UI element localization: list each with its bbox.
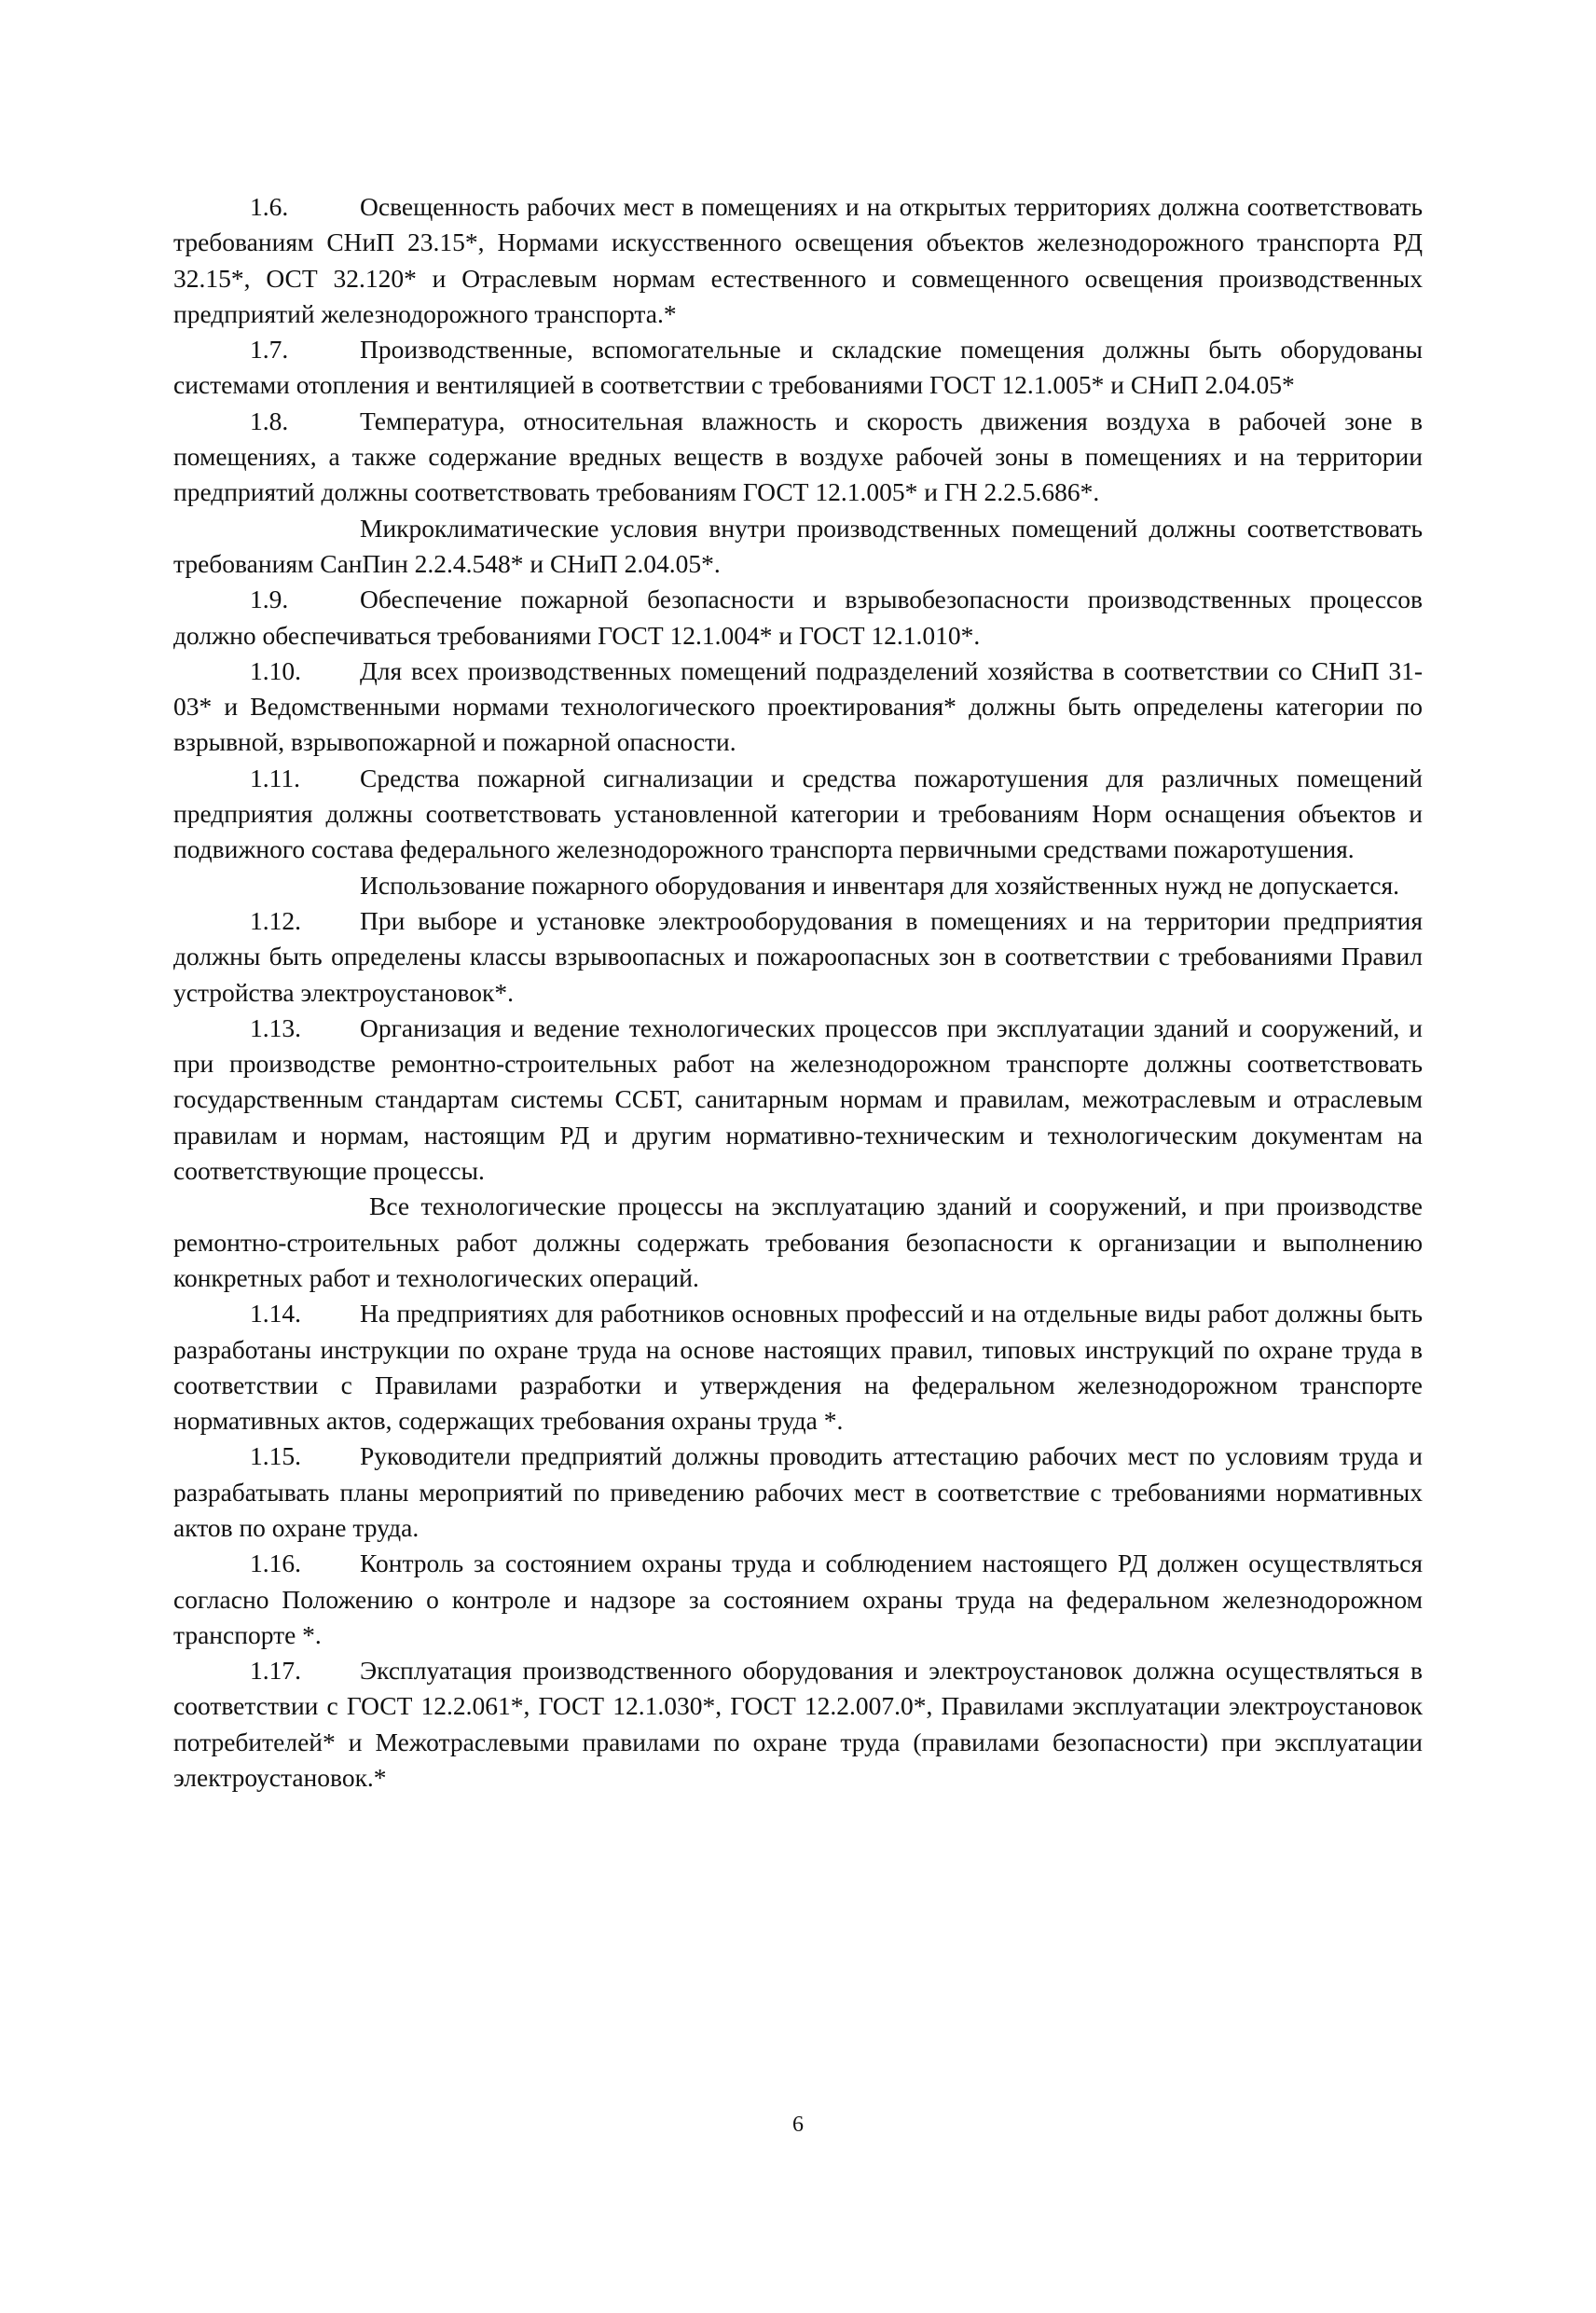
paragraph-text: Все технологические процессы на эксплуатацию зданий и сооружений, и при производстве ремонтно-строительных работ должны содержать требования безопасности к организации и выполнению конкретных работ и технологических операций. bbox=[173, 1191, 1423, 1292]
paragraph-1-6 bbox=[173, 189, 1423, 332]
paragraph-1-14 bbox=[173, 1296, 1423, 1439]
paragraph-1-15 bbox=[173, 1439, 1423, 1546]
paragraph-text: Использование пожарного оборудования и инвентаря для хозяйственных нужд не допускается. bbox=[360, 870, 1400, 900]
paragraph-number: 1.12. bbox=[250, 905, 301, 935]
page-number: 6 bbox=[792, 2113, 804, 2137]
paragraph-number: 1.14. bbox=[250, 1299, 301, 1329]
paragraph-technological-processes bbox=[173, 1189, 1423, 1296]
paragraph-1-9 bbox=[173, 582, 1423, 654]
paragraph-number: 1.7. bbox=[250, 335, 289, 365]
paragraph-text: Для всех производственных помещений подразделений хозяйства в соответствии со СНиП 31-03* и Ведомственными нормами технологического проектирования* должны быть определены категории по взрывной, взрывопожарной и пожарной опасности. bbox=[173, 655, 1423, 757]
paragraph-microclimate bbox=[173, 511, 1423, 583]
paragraph-1-12 bbox=[173, 903, 1423, 1011]
document-body bbox=[173, 189, 1423, 1796]
paragraph-1-13 bbox=[173, 1011, 1423, 1189]
paragraph-text: Микроклиматические условия внутри производственных помещений должны соответствовать требованиям СанПин 2.2.4.548* и СНиП 2.04.05*. bbox=[173, 513, 1423, 578]
paragraph-text: При выборе и установке электрооборудования в помещениях и на территории предприятия должны быть определены классы взрывоопасных и пожароопасных зон в соответствии с требованиями Правил устройства электроустановок*. bbox=[173, 905, 1423, 1007]
paragraph-text: Контроль за состоянием охраны труда и соблюдением настоящего РД должен осуществляться согласно Положению о контроле и надзоре за состоянием охраны труда на федеральном железнодорожном транспорте *. bbox=[173, 1549, 1423, 1649]
paragraph-number: 1.16. bbox=[250, 1549, 301, 1578]
paragraph-number: 1.9. bbox=[250, 585, 289, 614]
paragraph-text: Температура, относительная влажность и скорость движения воздуха в рабочей зоне в помещениях, а также содержание вредных веществ в воздухе рабочей зоны в помещениях и на территории предприятий должны соответствовать требованиям ГОСТ 12.1.005* и ГН 2.2.5.686*. bbox=[173, 406, 1423, 507]
paragraph-text: Обеспечение пожарной безопасности и взрывобезопасности производственных процессов должно обеспечиваться требованиями ГОСТ 12.1.004* и ГОСТ 12.1.010*. bbox=[173, 585, 1423, 650]
paragraph-number: 1.10. bbox=[250, 655, 301, 685]
paragraph-text: Средства пожарной сигнализации и средства пожаротушения для различных помещений предприятия должны соответствовать установленной категории и требованиям Норм оснащения объектов и подвижного состава федерального железнодорожного транспорта первичными средствами пожаротушения. bbox=[173, 763, 1423, 864]
paragraph-text: Эксплуатация производственного оборудования и электроустановок должна осуществляться в соответствии с ГОСТ 12.2.061*, ГОСТ 12.1.030*, ГОСТ 12.2.007.0*, Правилами эксплуатации электроустановок потребителей* и Межотраслевыми правилами по охране труда (правилами безопасности) при эксплуатации электроустановок.* bbox=[173, 1656, 1423, 1793]
paragraph-number: 1.6. bbox=[250, 192, 289, 221]
paragraph-1-11 bbox=[173, 761, 1423, 868]
paragraph-number: 1.8. bbox=[250, 406, 289, 435]
paragraph-text: Руководители предприятий должны проводить аттестацию рабочих мест по условиям труда и разрабатывать планы мероприятий по приведению рабочих мест в соответствие с требованиями нормативных актов по охране труда. bbox=[173, 1441, 1423, 1542]
paragraph-number: 1.11. bbox=[250, 763, 300, 792]
paragraph-number: 1.15. bbox=[250, 1441, 301, 1471]
paragraph-text: Организация и ведение технологических процессов при эксплуатации зданий и сооружений, и при производстве ремонтно-строительных работ на железнодорожном транспорте должны соответствовать государственным стандартам системы ССБТ, санитарным нормам и правилам, межотраслевым и отраслевым правилам и нормам, настоящим РД и другим нормативно-техническим и технологическим документам на соответствующие процессы. bbox=[173, 1012, 1423, 1186]
paragraph-1-16 bbox=[173, 1546, 1423, 1653]
paragraph-1-10 bbox=[173, 654, 1423, 761]
paragraph-text: Производственные, вспомогательные и складские помещения должны быть оборудованы системами отопления и вентиляцией в соответствии с требованиями ГОСТ 12.1.005* и СНиП 2.04.05* bbox=[173, 335, 1423, 400]
paragraph-number: 1.13. bbox=[250, 1012, 301, 1042]
paragraph-fire-equipment bbox=[173, 868, 1423, 903]
paragraph-number: 1.17. bbox=[250, 1656, 301, 1686]
paragraph-1-7 bbox=[173, 332, 1423, 404]
paragraph-1-8 bbox=[173, 404, 1423, 511]
paragraph-text: Освещенность рабочих мест в помещениях и на открытых территориях должна соответствовать требованиям СНиП 23.15*, Нормами искусственного освещения объектов железнодорожного транспорта РД 32.15*, ОСТ 32.120* и Отраслевым нормам естественного и совмещенного освещения производственных предприятий железнодорожного транспорта.* bbox=[173, 192, 1423, 328]
paragraph-text: На предприятиях для работников основных профессий и на отдельные виды работ должны быть разработаны инструкции по охране труда на основе настоящих правил, типовых инструкций по охране труда в соответствии с Правилами разработки и утверждения на федеральном железнодорожном транспорте нормативных актов, содержащих требования охраны труда *. bbox=[173, 1299, 1423, 1436]
paragraph-1-17 bbox=[173, 1653, 1423, 1796]
